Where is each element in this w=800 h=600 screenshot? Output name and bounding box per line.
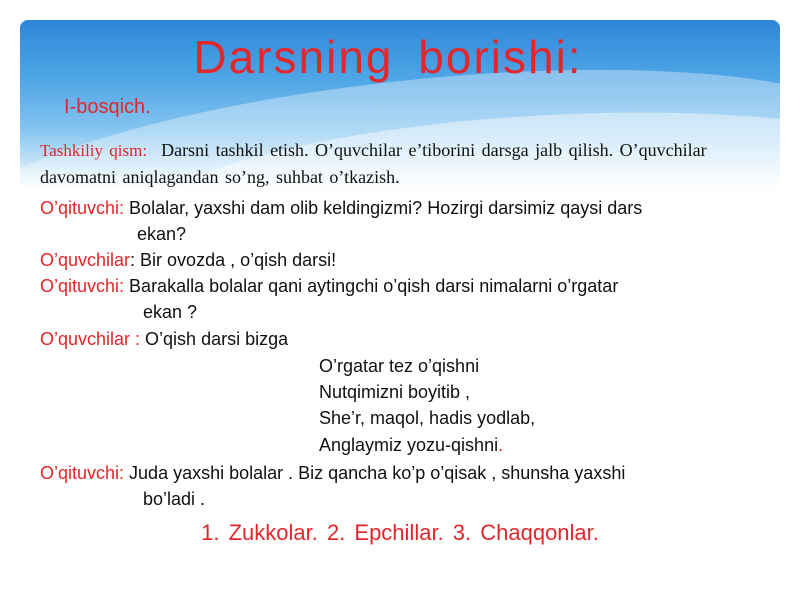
- team-names: 1. Zukkolar. 2. Epchillar. 3. Chaqqonlar.: [201, 520, 599, 545]
- dialogue-line-3: [40, 276, 618, 297]
- poem-line-4: Anglaymiz yozu-qishni: [319, 435, 499, 455]
- speaker-teacher: O’qituvchi:: [40, 198, 125, 218]
- speaker-pupils: O’quvchilar :: [40, 329, 141, 349]
- dialogue-line-4: [40, 329, 288, 350]
- organization-paragraph: [40, 137, 730, 190]
- dialogue-line-5-cont: bo’ladi .: [143, 489, 206, 509]
- speaker-teacher: O’qituvchi:: [40, 463, 125, 483]
- dialogue-line-3-cont: ekan ?: [143, 302, 198, 322]
- poem-line-1: O’rgatar tez o’qishni: [319, 356, 480, 376]
- speaker-teacher: O’qituvchi:: [40, 276, 125, 296]
- poem-line-4-wrap: [319, 435, 503, 456]
- line-text: Juda yaxshi bolalar . Biz qancha ko’p o’qisak , shunsha yaxshi: [124, 463, 626, 483]
- org-text: Darsni tashkil etish. O’quvchilar e’tiborini darsga jalb qilish. O’quvchilar davomatni aniqlagandan so’ng, suhbat o’tkazish.: [40, 140, 707, 187]
- line-text: Bolalar, yaxshi dam olib keldingizmi? Hozirgi darsimiz qaysi dars: [124, 198, 643, 218]
- dialogue-line-1: [40, 198, 642, 219]
- speaker-pupils: O’quvchilar: [40, 250, 131, 270]
- poem-line-3: She’r, maqol, hadis yodlab,: [319, 408, 536, 428]
- dialogue-line-5: [40, 463, 625, 484]
- dialogue-line-2: [40, 250, 336, 271]
- poem-period: .: [498, 435, 504, 455]
- page-title: Darsning borishi:: [193, 31, 583, 83]
- stage-heading: I-bosqich.: [64, 96, 151, 118]
- poem-line-2: Nutqimizni boyitib ,: [319, 382, 471, 402]
- dialogue-line-1-cont: ekan?: [137, 224, 187, 244]
- line-text: Barakalla bolalar qani aytingchi o’qish darsi nimalarni o’rgatar: [124, 276, 619, 296]
- line-text: O’qish darsi bizga: [140, 329, 289, 349]
- line-text: : Bir ovozda , o’qish darsi!: [130, 250, 337, 270]
- org-label: Tashkiliy qism:: [40, 141, 148, 160]
